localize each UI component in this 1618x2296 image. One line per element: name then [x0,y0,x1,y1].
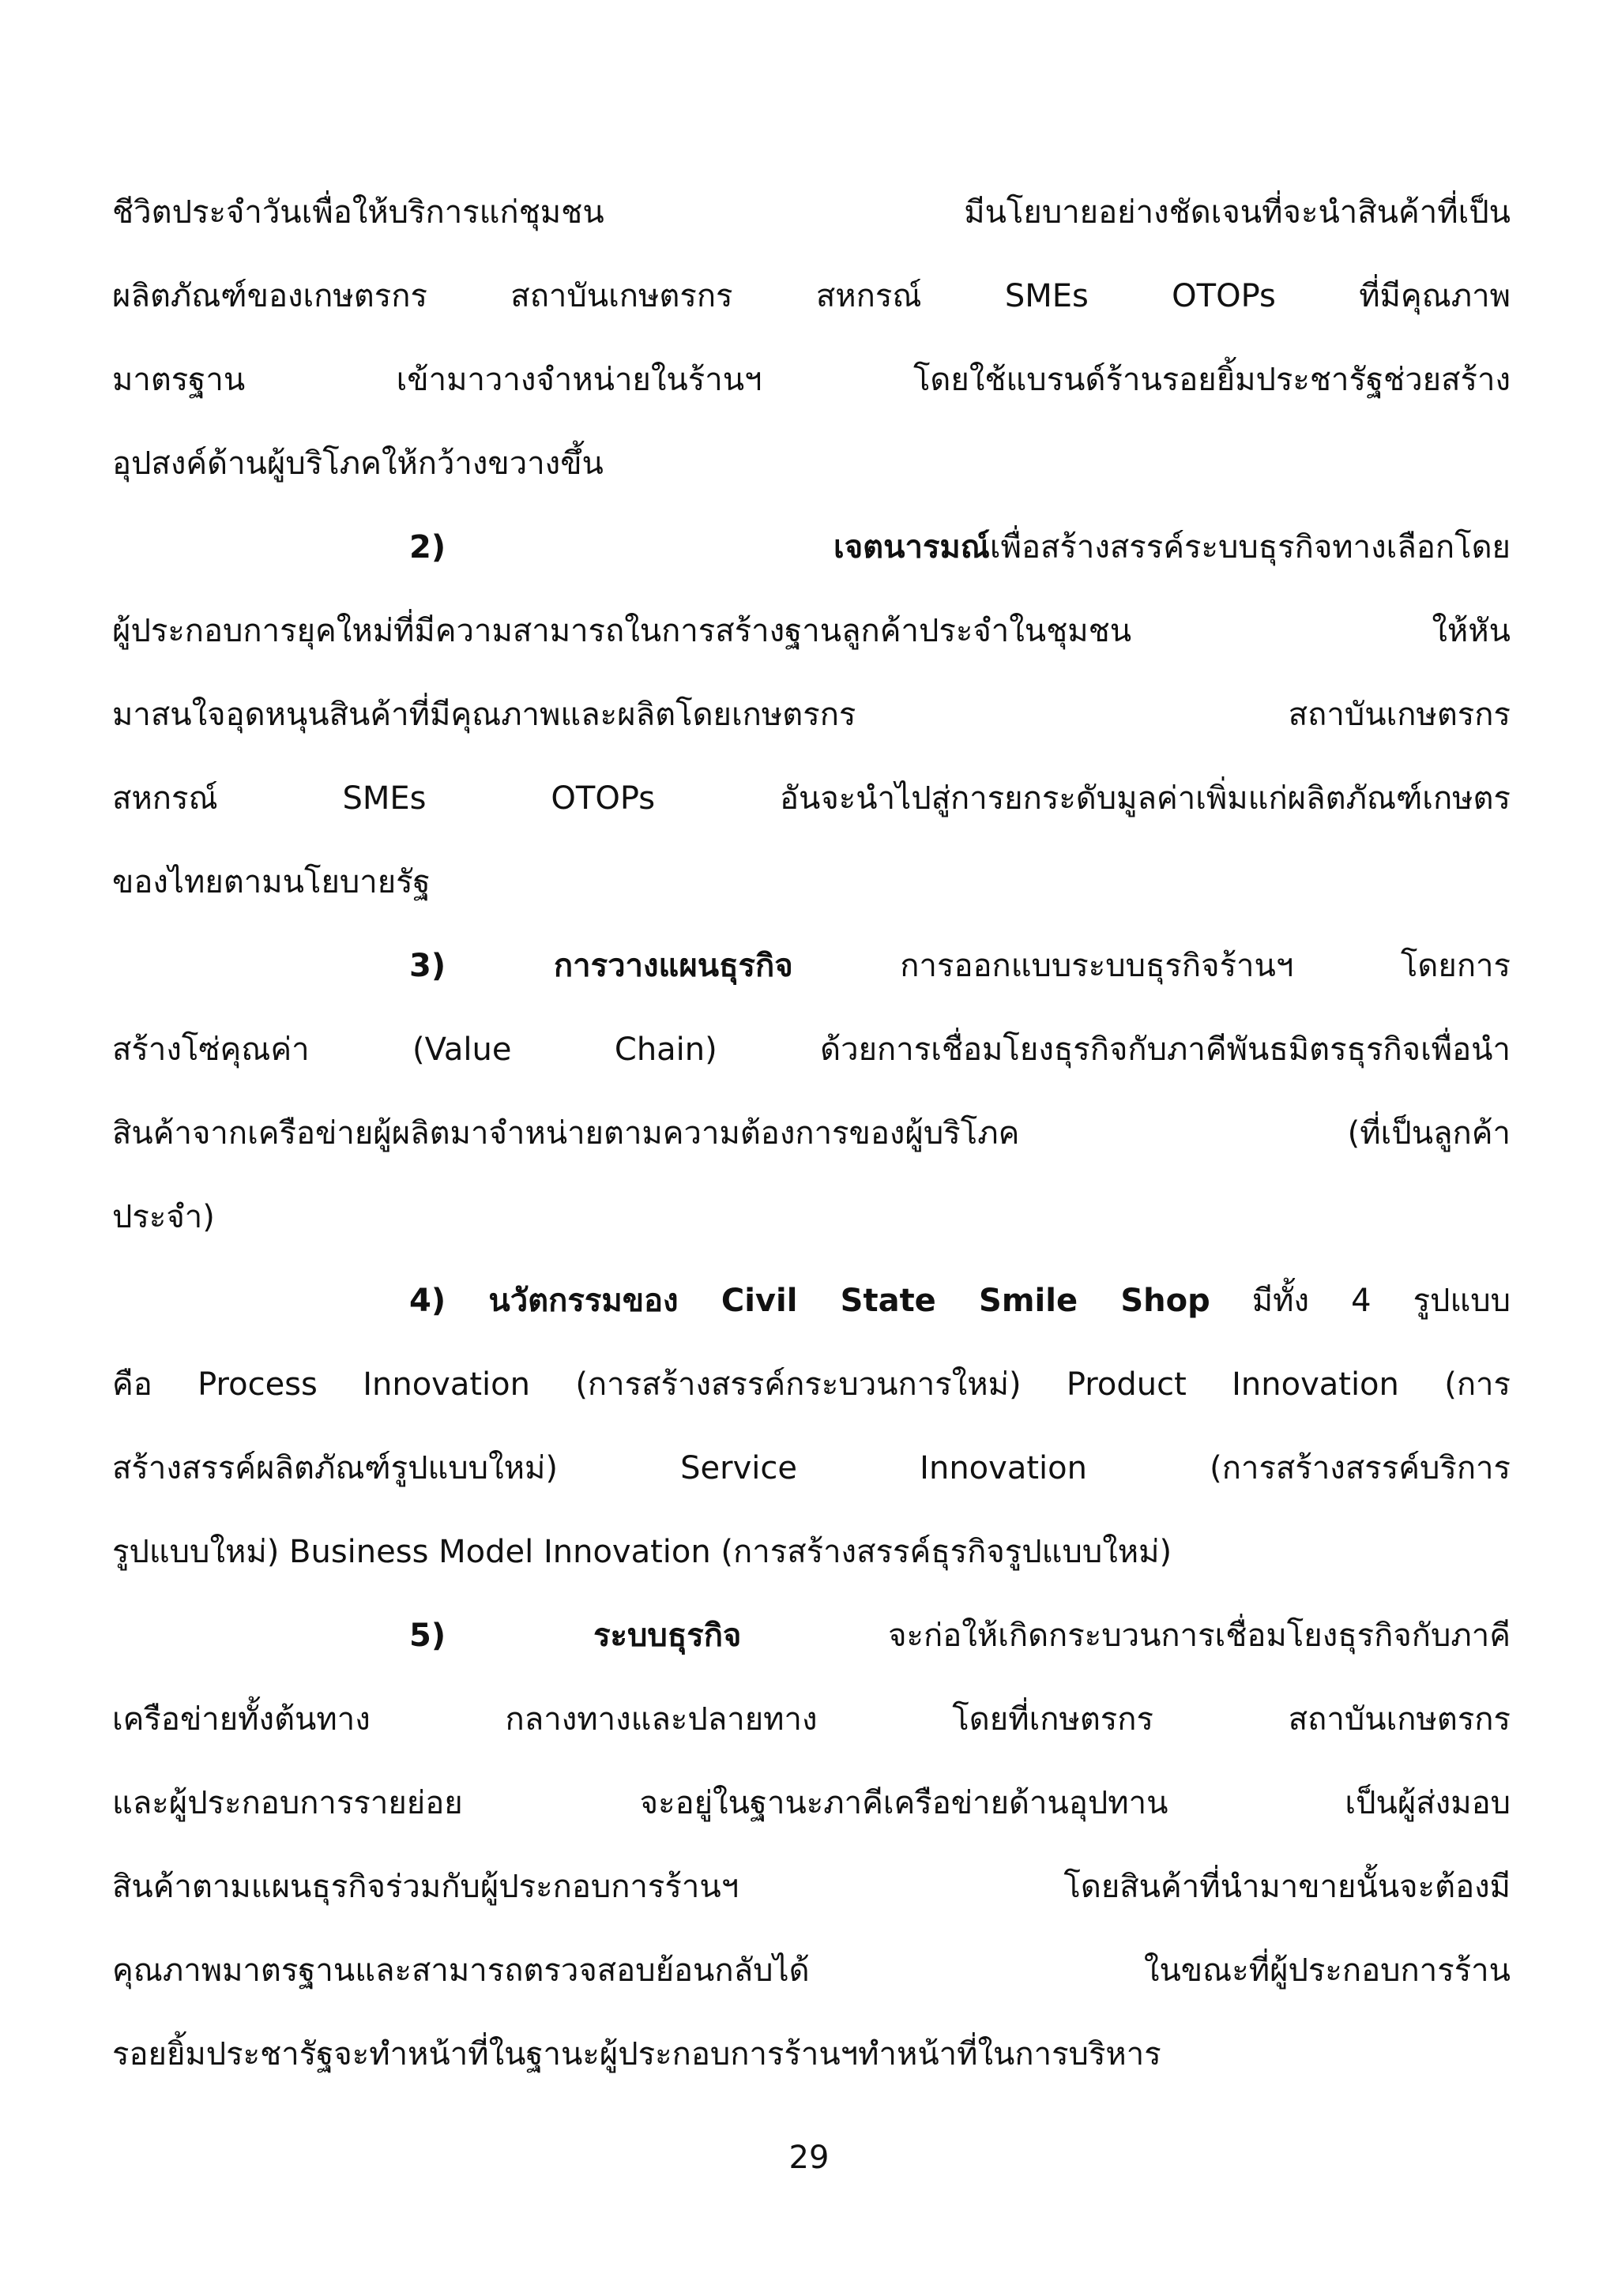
text-run: มีทั้ง 4 รูปแบบ [1210,1283,1511,1319]
paragraph-heading-line [112,1259,1511,1343]
text-line: ผลิตภัณฑ์ของเกษตรกร สถาบันเกษตรกร สหกรณ์ SMEs OTOPs ที่มีคุณภาพ [112,278,1511,314]
text-line: และผู้ประกอบการรายย่อย จะอยู่ในฐานะภาคีเครือข่ายด้านอุปทาน เป็นผู้ส่งมอบ [112,1785,1511,1821]
section-heading: 2) เจตนารมณ์ [409,529,990,566]
text-line: สินค้าจากเครือข่ายผู้ผลิตมาจำหน่ายตามความต้องการของผู้บริโภค (ที่เป็นลูกค้า [112,1115,1511,1152]
text-run: การออกแบบระบบธุรกิจร้านฯ โดยการ [792,948,1511,984]
text-line: มาสนใจอุดหนุนสินค้าที่มีคุณภาพและผลิตโดยเกษตรกร สถาบันเกษตรกร [112,697,1511,733]
section-heading: 4) นวัตกรรมของ Civil State Smile Shop [409,1283,1210,1319]
text-line: สร้างสรรค์ผลิตภัณฑ์รูปแบบใหม่) Service Innovation (การสร้างสรรค์บริการ [112,1450,1511,1486]
text-line: รอยยิ้มประชารัฐจะทำหน้าที่ในฐานะผู้ประกอบการร้านฯทำหน้าที่ในการบริหาร [112,2036,1161,2072]
text-line: คุณภาพมาตรฐานและสามารถตรวจสอบย้อนกลับได้ ในขณะที่ผู้ประกอบการร้าน [112,1952,1511,1989]
text-line: ผู้ประกอบการยุคใหม่ที่มีความสามารถในการสร้างฐานลูกค้าประจำในชุมชน ให้หัน [112,613,1511,649]
text-line: ชีวิตประจำวันเพื่อให้บริการแก่ชุมชน มีนโยบายอย่างชัดเจนที่จะนำสินค้าที่เป็น [112,194,1511,231]
text-line: คือ Process Innovation (การสร้างสรรค์กระบวนการใหม่) Product Innovation (การ [112,1366,1511,1403]
paragraph-heading-line [112,924,1511,1008]
text-run: เพื่อสร้างสรรค์ระบบธุรกิจทางเลือกโดย [989,529,1511,566]
text-line: สหกรณ์ SMEs OTOPs อันจะนำไปสู่การยกระดับมูลค่าเพิ่มแก่ผลิตภัณฑ์เกษตร [112,780,1511,817]
text-line: อุปสงค์ด้านผู้บริโภคให้กว้างขวางขึ้น [112,445,604,482]
text-line: เครือข่ายทั้งต้นทาง กลางทางและปลายทาง โดยที่เกษตรกร สถาบันเกษตรกร [112,1701,1511,1738]
text-line: ของไทยตามนโยบายรัฐ [112,864,431,900]
text-line: รูปแบบใหม่) Business Model Innovation (การสร้างสรรค์ธุรกิจรูปแบบใหม่) [112,1534,1172,1570]
paragraph-heading-line [112,505,1511,589]
text-line: ประจำ) [112,1199,215,1235]
text-line: สร้างโซ่คุณค่า (Value Chain) ด้วยการเชื่อมโยงธุรกิจกับภาคีพันธมิตรธุรกิจเพื่อนำ [112,1032,1511,1068]
section-heading: 3) การวางแผนธุรกิจ [409,948,793,984]
section-heading: 5) ระบบธุรกิจ [409,1618,742,1654]
page-number: 29 [788,2140,830,2176]
paragraph-heading-line [112,1594,1511,1678]
text-line: มาตรฐาน เข้ามาวางจำหน่ายในร้านฯ โดยใช้แบรนด์ร้านรอยยิ้มประชารัฐช่วยสร้าง [112,362,1511,398]
text-run: จะก่อให้เกิดกระบวนการเชื่อมโยงธุรกิจกับภาคี [741,1618,1511,1654]
text-line: สินค้าตามแผนธุรกิจร่วมกับผู้ประกอบการร้านฯ โดยสินค้าที่นำมาขายนั้นจะต้องมี [112,1869,1511,1905]
